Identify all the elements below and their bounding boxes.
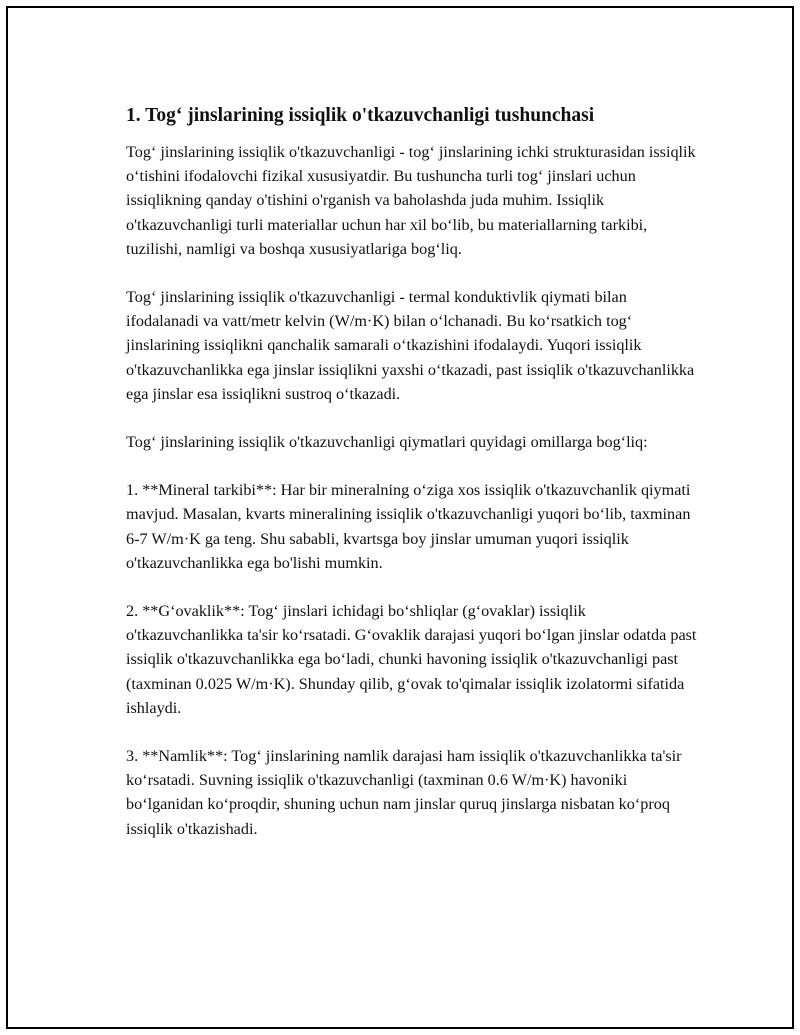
paragraph-mineral-composition: 1. **Mineral tarkibi**: Har bir mineralning o‘ziga xos issiqlik o'tkazuvchanlik qiymati mavjud. Masalan, kvarts mineralining issiqlik o'tkazuvchanligi yuqori bo‘lib, taxminan 6-7 W/m·K ga teng. Shu sababli, kvartsga boy jinslar umuman yuqori issiqlik o'tkazuvchanlikka ega bo'lishi mumkin. [126,481,691,572]
paragraph-definition: Tog‘ jinslarining issiqlik o'tkazuvchanligi - tog‘ jinslarining ichki strukturasidan issiqlik o‘tishini ifodalovchi fizikal xususiyatdir. Bu tushuncha turli tog‘ jinslari uchun issiqlikning qanday o'tishini o'rganish va baholashda juda muhim. Issiqlik o'tkazuvchanligi turli materiallar uchun har xil bo‘lib, bu materiallarning tarkibi, tuzilishi, namligi va boshqa xususiyatlariga bog‘liq. [126,143,696,258]
paragraph-porosity: 2. **G‘ovaklik**: Tog‘ jinslari ichidagi bo‘shliqlar (g‘ovaklar) issiqlik o'tkazuvchanlikka ta'sir ko‘rsatadi. G‘ovaklik darajasi yuqori bo‘lgan jinslar odatda past issiqlik o'tkazuvchanlikka ega bo‘ladi, chunki havoning issiqlik o'tkazuvchanligi past (taxminan 0.025 W/m·K). Shunday qilib, g‘ovak to'qimalar issiqlik izolatormi sifatida ishlaydi. [126,602,697,717]
paragraph-measurement: Tog‘ jinslarining issiqlik o'tkazuvchanligi - termal konduktivlik qiymati bilan ifodalanadi va vatt/metr kelvin (W/m·K) bilan o‘lchanadi. Bu ko‘rsatkich tog‘ jinslarining issiqlikni qanchalik samarali o‘tkazishini ifodalaydi. Yuqori issiqlik o'tkazuvchanlikka ega jinslar issiqlikni yaxshi o‘tkazadi, past issiqlik o'tkazuvchanlikka ega jinslar esa issiqlikni sustroq o‘tkazadi. [126,288,695,403]
paragraph-factors-intro: Tog‘ jinslarining issiqlik o'tkazuvchanligi qiymatlari quyidagi omillarga bog‘liq: [126,433,648,452]
paragraph-moisture: 3. **Namlik**: Tog‘ jinslarining namlik darajasi ham issiqlik o'tkazuvchanlikka ta'sir ko‘rsatadi. Suvning issiqlik o'tkazuvchanligi (taxminan 0.6 W/m·K) havoniki bo‘lganidan ko‘proqdir, shuning uchun nam jinslar quruq jinslarga nisbatan ko‘proq issiqlik o'tkazishadi. [126,747,682,838]
document-body [126,104,701,865]
page-frame [6,6,794,1029]
document-title: 1. Tog‘ jinslarining issiqlik o'tkazuvchanligi tushunchasi [126,105,595,126]
